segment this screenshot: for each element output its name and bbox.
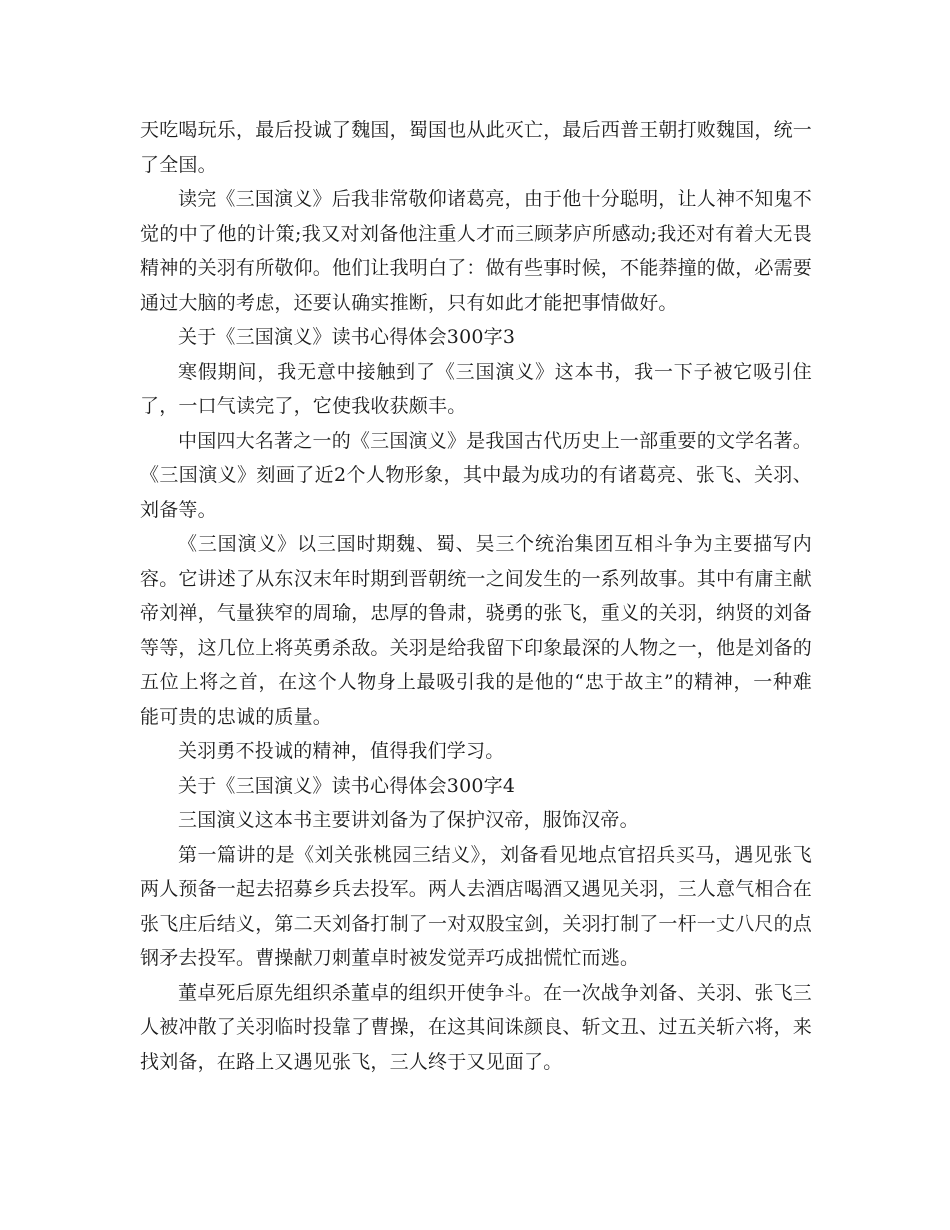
document-body bbox=[140, 113, 812, 1079]
paragraph-9: 董卓死后原先组织杀董卓的组织开使争斗。在一次战争刘备、关羽、张飞三人被冲散了关羽临时投靠了曹操，在这其间诛颜良、斩文丑、过五关斩六将，来找刘备，在路上又遇见张飞，三人终于又见面了。 bbox=[140, 981, 813, 1073]
section-heading-3: 关于《三国演义》读书心得体会300字3 bbox=[178, 326, 516, 348]
paragraph-5: 《三国演义》以三国时期魏、蜀、吴三个统治集团互相斗争为主要描写内容。它讲述了从东汉末年时期到晋朝统一之间发生的一系列故事。其中有庸主献帝刘禅，气量狭窄的周瑜，忠厚的鲁肃，骁勇的张飞，重义的关羽，纳贤的刘备等等，这几位上将英勇杀敌。关羽是给我留下印象最深的人物之一，他是刘备的五位上将之首，在这个人物身上最吸引我的是他的“忠于故主”的精神，一种难能可贵的忠诚的质量。 bbox=[140, 533, 813, 728]
paragraph-2: 读完《三国演义》后我非常敬仰诸葛亮，由于他十分聪明，让人神不知鬼不觉的中了他的计策;我又对刘备他注重人才而三顾茅庐所感动;我还对有着大无畏精神的关羽有所敬仰。他们让我明白了：做有些事时候，不能莽撞的做，必需要通过大脑的考虑，还要认确实推断，只有如此才能把事情做好。 bbox=[140, 188, 813, 314]
paragraph-7: 三国演义这本书主要讲刘备为了保护汉帝，服饰汉帝。 bbox=[178, 809, 639, 831]
section-heading-4: 关于《三国演义》读书心得体会300字4 bbox=[178, 774, 516, 797]
paragraph-6: 关羽勇不投诚的精神，值得我们学习。 bbox=[178, 740, 505, 762]
paragraph-4: 中国四大名著之一的《三国演义》是我国古代历史上一部重要的文学名著。《三国演义》刻画了近2个人物形象，其中最为成功的有诸葛亮、张飞、关羽、刘备等。 bbox=[140, 429, 812, 521]
paragraph-8: 第一篇讲的是《刘关张桃园三结义》，刘备看见地点官招兵买马，遇见张飞两人预备一起去招募乡兵去投军。两人去酒店喝酒又遇见关羽，三人意气相合在张飞庄后结义，第二天刘备打制了一对双股宝剑，关羽打制了一杆一丈八尺的点钢矛去投军。曹操献刀刺董卓时被发觉弄巧成拙慌忙而逃。 bbox=[140, 843, 813, 969]
paragraph-1: 天吃喝玩乐，最后投诚了魏国，蜀国也从此灭亡，最后西普王朝打败魏国，统一了全国。 bbox=[140, 119, 813, 176]
paragraph-3: 寒假期间，我无意中接触到了《三国演义》这本书，我一下子被它吸引住了，一口气读完了，它使我收获颇丰。 bbox=[140, 360, 812, 417]
